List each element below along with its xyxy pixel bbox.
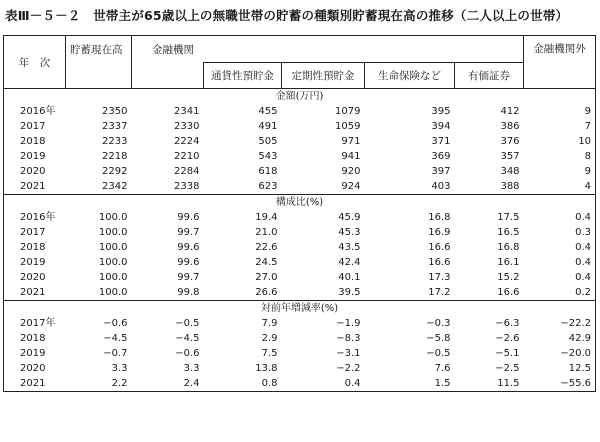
value-cell: 9 (524, 164, 596, 179)
table-row (4, 331, 596, 346)
value-cell: 39.5 (338, 287, 361, 298)
table-row (4, 270, 596, 285)
value-cell: 2210 (174, 151, 200, 162)
value-cell: 2341 (174, 106, 200, 117)
value-cell: 618 (258, 166, 278, 177)
value-cell: 17.2 (428, 287, 451, 298)
value-cell: 8 (524, 149, 596, 164)
value-cell: −0.6 (103, 318, 128, 329)
value-cell: −3.1 (336, 348, 361, 359)
header-current: 通貨性預貯金 (204, 63, 282, 89)
value-cell: 386 (500, 121, 520, 132)
value-cell: 971 (341, 136, 361, 147)
value-cell: 371 (431, 136, 451, 147)
value-cell: 941 (341, 151, 361, 162)
value-cell: 100.0 (98, 272, 128, 283)
value-cell: −4.5 (103, 333, 128, 344)
value-cell: −8.3 (336, 333, 361, 344)
value-cell: −0.5 (426, 348, 451, 359)
value-cell: 16.8 (428, 212, 451, 223)
value-cell: 2.2 (66, 376, 132, 392)
value-cell: −5.1 (495, 348, 520, 359)
value-cell: 27.0 (255, 272, 278, 283)
value-cell: 491 (258, 121, 278, 132)
value-cell: −55.6 (524, 376, 596, 392)
value-cell: 0.8 (204, 376, 282, 392)
value-cell: 2292 (102, 166, 128, 177)
year-cell: 2017 (4, 225, 66, 240)
year-cell: 2021 (4, 179, 66, 195)
value-cell: 395 (431, 106, 451, 117)
savings-table (3, 35, 596, 392)
value-cell: 3.3 (111, 363, 128, 374)
year-cell: 2017年 (4, 316, 66, 331)
value-cell: 43.5 (338, 242, 361, 253)
value-cell: 16.8 (497, 242, 520, 253)
value-cell: −4.5 (175, 333, 200, 344)
value-cell: 2337 (102, 121, 128, 132)
value-cell: 12.5 (524, 361, 596, 376)
section-label: 対前年増減率(%) (4, 301, 596, 317)
value-cell: −2.2 (336, 363, 361, 374)
table-row (4, 164, 596, 179)
value-cell: 397 (431, 166, 451, 177)
value-cell: −22.2 (524, 316, 596, 331)
value-cell: −2.6 (495, 333, 520, 344)
value-cell: 16.9 (428, 227, 451, 238)
value-cell: 100.0 (98, 242, 128, 253)
table-row (4, 316, 596, 331)
value-cell: 42.4 (338, 257, 361, 268)
value-cell: 369 (431, 151, 451, 162)
value-cell: 16.5 (497, 227, 520, 238)
value-cell: 22.6 (255, 242, 278, 253)
value-cell: 2284 (174, 166, 200, 177)
value-cell: 100.0 (98, 227, 128, 238)
value-cell: 99.6 (177, 242, 200, 253)
value-cell: 0.4 (524, 210, 596, 225)
value-cell: 0.4 (524, 255, 596, 270)
table-row (4, 104, 596, 119)
value-cell: 100.0 (98, 212, 128, 223)
year-cell: 2021 (4, 285, 66, 301)
value-cell: 9 (524, 104, 596, 119)
year-cell: 2021 (4, 376, 66, 392)
table-row (4, 179, 596, 195)
value-cell: 4 (524, 179, 596, 195)
value-cell: −0.6 (175, 348, 200, 359)
value-cell: 99.6 (177, 212, 200, 223)
value-cell: 0.2 (524, 285, 596, 301)
value-cell: 100.0 (98, 257, 128, 268)
value-cell: 455 (258, 106, 278, 117)
value-cell: 1059 (335, 121, 361, 132)
value-cell: 7.5 (261, 348, 278, 359)
value-cell: 3.3 (183, 363, 200, 374)
year-cell: 2020 (4, 270, 66, 285)
value-cell: 19.4 (255, 212, 278, 223)
year-cell: 2019 (4, 255, 66, 270)
year-cell: 2019 (4, 346, 66, 361)
value-cell: 543 (258, 151, 278, 162)
section-header-row (4, 195, 596, 211)
value-cell: 40.1 (338, 272, 361, 283)
year-cell: 2020 (4, 164, 66, 179)
section-label: 構成比(%) (4, 195, 596, 211)
header-fixed: 定期性預貯金 (282, 63, 365, 89)
year-cell: 2018 (4, 240, 66, 255)
value-cell: 2224 (174, 136, 200, 147)
value-cell: 99.8 (177, 287, 200, 298)
value-cell: −1.9 (336, 318, 361, 329)
table-row (4, 240, 596, 255)
value-cell: 16.6 (497, 287, 520, 298)
value-cell: 2.4 (132, 376, 204, 392)
value-cell: 7.6 (434, 363, 451, 374)
table-row (4, 361, 596, 376)
year-cell: 2019 (4, 149, 66, 164)
value-cell: −0.7 (103, 348, 128, 359)
value-cell: −20.0 (524, 346, 596, 361)
value-cell: 0.4 (282, 376, 365, 392)
value-cell: −0.5 (175, 318, 200, 329)
value-cell: 2330 (174, 121, 200, 132)
value-cell: 17.3 (428, 272, 451, 283)
value-cell: 0.4 (524, 270, 596, 285)
value-cell: 505 (258, 136, 278, 147)
value-cell: 99.6 (177, 257, 200, 268)
value-cell: 1.5 (365, 376, 455, 392)
value-cell: 394 (431, 121, 451, 132)
value-cell: 403 (431, 181, 451, 192)
value-cell: 2233 (102, 136, 128, 147)
header-nonfin: 金融機関外 (533, 42, 586, 55)
value-cell: 100.0 (98, 287, 128, 298)
value-cell: −5.8 (426, 333, 451, 344)
value-cell: 2218 (102, 151, 128, 162)
value-cell: 376 (500, 136, 520, 147)
value-cell: 0.3 (524, 225, 596, 240)
value-cell: 924 (341, 181, 361, 192)
header-insurance: 生命保険など (365, 63, 455, 89)
table-row (4, 285, 596, 301)
value-cell: 2.9 (261, 333, 278, 344)
table-row (4, 225, 596, 240)
value-cell: 45.3 (338, 227, 361, 238)
value-cell: 16.1 (497, 257, 520, 268)
year-cell: 2016年 (4, 210, 66, 225)
value-cell: 1079 (335, 106, 361, 117)
value-cell: 7 (524, 119, 596, 134)
value-cell: 99.7 (177, 272, 200, 283)
header-total: 貯蓄現在高 (66, 36, 132, 89)
section-header-row (4, 301, 596, 317)
table-row (4, 210, 596, 225)
value-cell: −0.3 (426, 318, 451, 329)
section-header-row (4, 89, 596, 105)
value-cell: 2338 (174, 181, 200, 192)
value-cell: 0.4 (524, 240, 596, 255)
value-cell: 388 (500, 181, 520, 192)
header-year: 年 次 (4, 36, 66, 89)
header-fin: 金融機関 (132, 36, 524, 63)
year-cell: 2016年 (4, 104, 66, 119)
table-row (4, 255, 596, 270)
value-cell: 17.5 (497, 212, 520, 223)
value-cell: 11.5 (455, 376, 524, 392)
value-cell: 7.9 (261, 318, 278, 329)
value-cell: −6.3 (495, 318, 520, 329)
value-cell: 26.6 (255, 287, 278, 298)
value-cell: 623 (258, 181, 278, 192)
value-cell: 13.8 (255, 363, 278, 374)
year-cell: 2018 (4, 331, 66, 346)
table-row (4, 346, 596, 361)
value-cell: 2342 (102, 181, 128, 192)
value-cell: 10 (524, 134, 596, 149)
table-title: 表Ⅲ－５－２ 世帯主が65歳以上の無職世帯の貯蓄の種類別貯蓄現在高の推移（二人以上の世帯） (5, 8, 569, 23)
value-cell: −2.5 (495, 363, 520, 374)
section-label: 金額(万円) (4, 89, 596, 105)
header-securities: 有価証券 (455, 63, 524, 89)
value-cell: 99.7 (177, 227, 200, 238)
table-row (4, 376, 596, 392)
value-cell: 412 (500, 106, 520, 117)
year-cell: 2018 (4, 134, 66, 149)
table-row (4, 119, 596, 134)
value-cell: 920 (341, 166, 361, 177)
value-cell: 42.9 (524, 331, 596, 346)
value-cell: 348 (500, 166, 520, 177)
value-cell: 16.6 (428, 257, 451, 268)
year-cell: 2020 (4, 361, 66, 376)
value-cell: 21.0 (255, 227, 278, 238)
value-cell: 15.2 (497, 272, 520, 283)
value-cell: 45.9 (338, 212, 361, 223)
table-body (4, 89, 596, 392)
year-cell: 2017 (4, 119, 66, 134)
table-row (4, 149, 596, 164)
value-cell: 2350 (102, 106, 128, 117)
value-cell: 357 (500, 151, 520, 162)
value-cell: 16.6 (428, 242, 451, 253)
table-row (4, 134, 596, 149)
value-cell: 24.5 (255, 257, 278, 268)
